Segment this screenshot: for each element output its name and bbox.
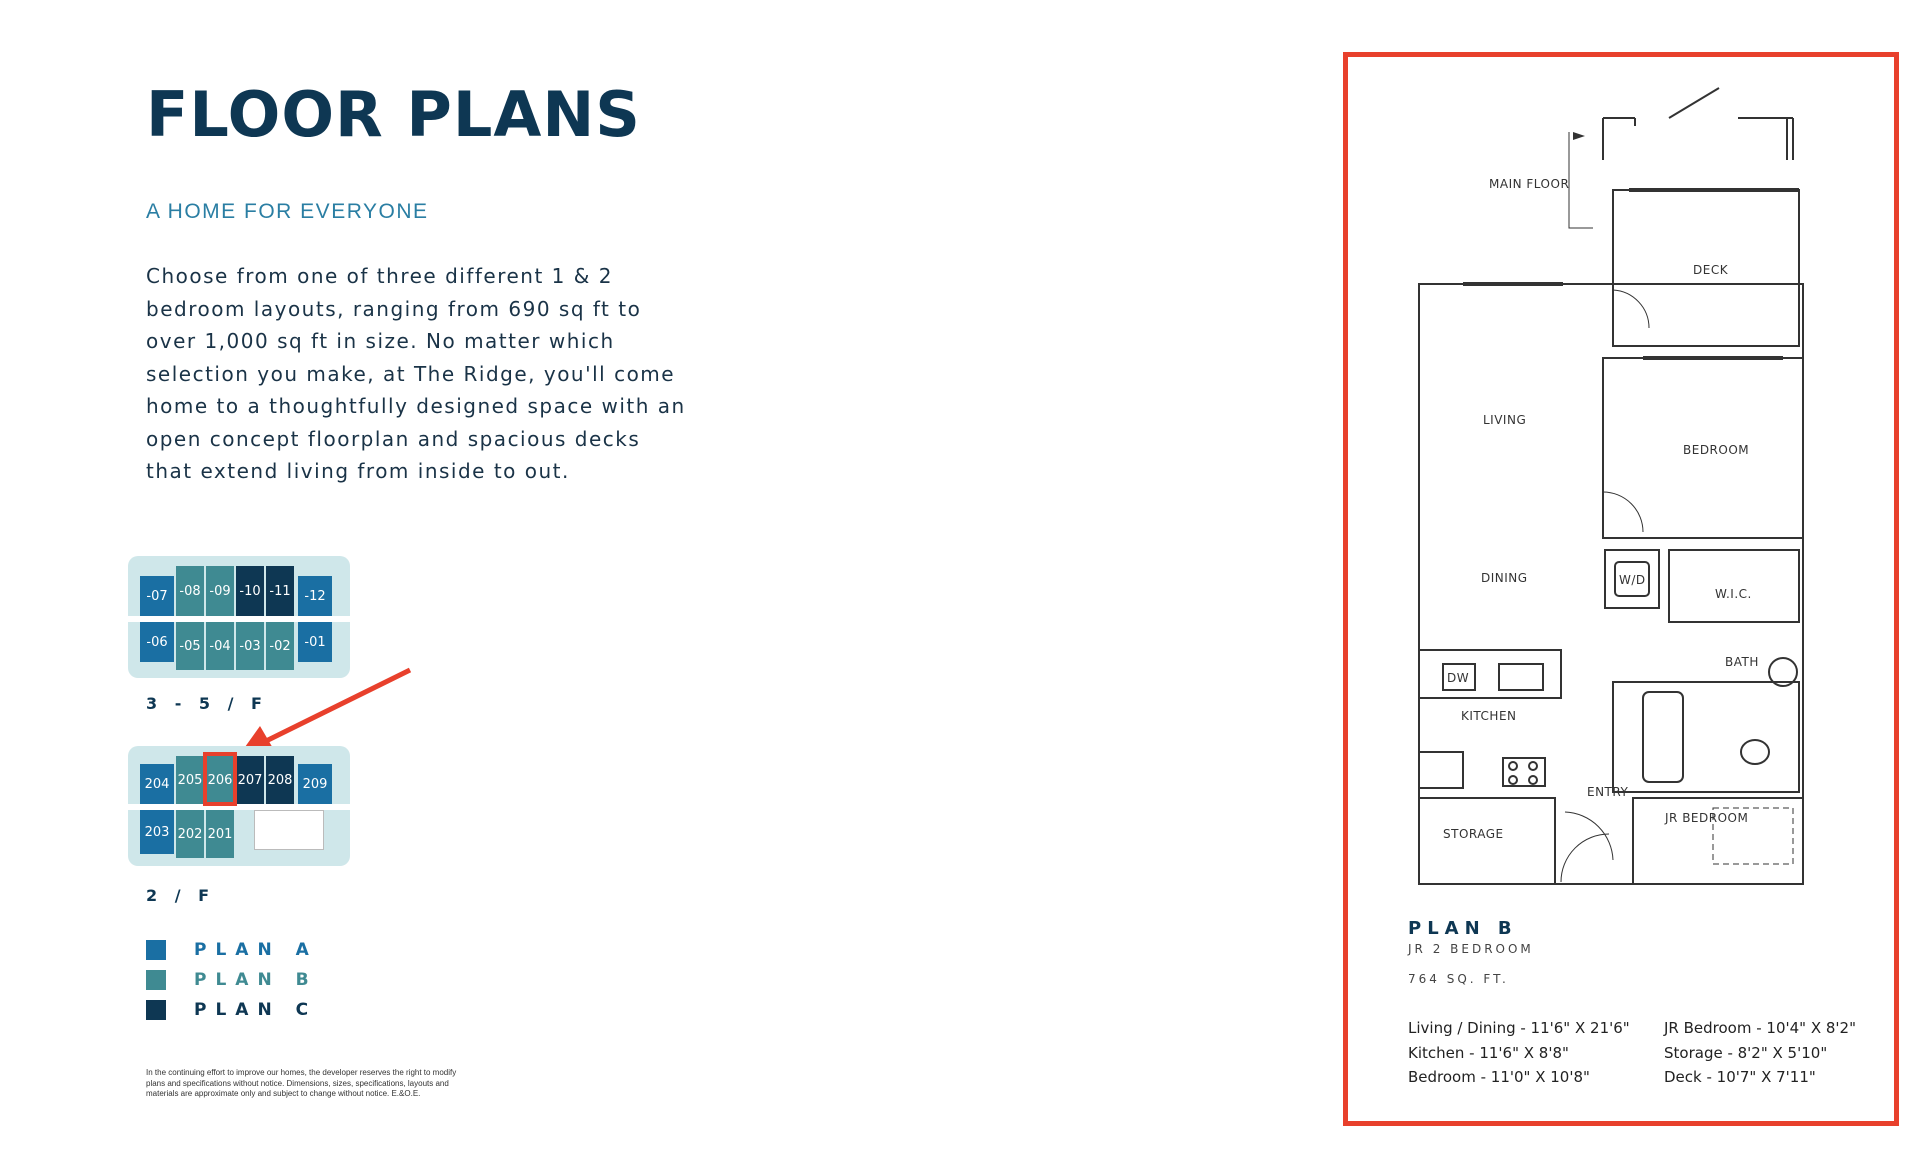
floorplan-drawing [1343,52,1899,902]
main-floor-arrow-icon [1573,132,1585,140]
keyplan-second-floor-label: 2 / F [146,886,216,905]
unit-upper-02[interactable]: -02 [266,622,294,670]
dim-deck: Deck - 10'7" X 7'11" [1664,1068,1816,1086]
unit-upper-08[interactable]: -08 [176,566,204,616]
page-title: FLOOR PLANS [146,78,641,151]
unit-upper-06[interactable]: -06 [140,622,174,662]
label-living: LIVING [1483,413,1527,427]
plan-name: PLAN B [1408,918,1518,939]
unit-201[interactable]: 201 [206,810,234,858]
keyplan-upper-floors [128,556,350,678]
legend-plan-c [146,1000,317,1020]
unit-208[interactable]: 208 [266,756,294,804]
disclaimer-text: In the continuing effort to improve our homes, the developer reserves the right to modify plans and specifications without notice. Dimensions, sizes, specifications, layouts and materials are approximate only and subject to change without notice. E.&O.E. [146,1068,457,1098]
dim-jr-bedroom: JR Bedroom - 10'4" X 8'2" [1664,1019,1856,1037]
unit-205[interactable]: 205 [176,756,204,804]
unit-206[interactable]: 206 [206,756,234,804]
plan-c-swatch [146,1000,166,1020]
keyplan-second-floor [128,746,350,866]
label-deck: DECK [1693,263,1729,277]
dimensions-left [1408,1016,1630,1090]
unit-202[interactable]: 202 [176,810,204,858]
amenity-room [254,810,324,850]
unit-upper-12[interactable]: -12 [298,576,332,616]
label-bedroom: BEDROOM [1683,443,1750,457]
label-bath: BATH [1725,655,1759,669]
unit-upper-07[interactable]: -07 [140,576,174,616]
unit-upper-11[interactable]: -11 [266,566,294,616]
unit-upper-04[interactable]: -04 [206,622,234,670]
label-storage: STORAGE [1443,827,1504,841]
unit-upper-03[interactable]: -03 [236,622,264,670]
intro-paragraph: Choose from one of three different 1 & 2 bedroom layouts, ranging from 690 sq ft to over 1,000 sq ft in size. No matter which selection you make, at The Ridge, you'll come home to a thoughtfully designed space with an open concept floorplan and spacious decks that extend living from inside to out. [146,264,686,483]
plan-b-swatch [146,970,166,990]
plan-a-swatch [146,940,166,960]
label-wic: W.I.C. [1715,587,1752,601]
unit-209[interactable]: 209 [298,764,332,804]
legend-plan-b [146,970,318,990]
unit-207[interactable]: 207 [236,756,264,804]
dim-bedroom: Bedroom - 11'0" X 10'8" [1408,1068,1590,1086]
unit-203[interactable]: 203 [140,810,174,854]
dim-storage: Storage - 8'2" X 5'10" [1664,1043,1828,1062]
plan-b-label: PLAN B [194,970,318,990]
label-dw: DW [1447,671,1470,685]
page-subtitle: A HOME FOR EVERYONE [146,200,429,223]
legend-plan-a [146,940,318,960]
plan-type: JR 2 BEDROOM [1408,942,1534,956]
unit-204[interactable]: 204 [140,764,174,804]
dim-living-dining: Living / Dining - 11'6" X 21'6" [1408,1019,1630,1037]
plan-area: 764 SQ. FT. [1408,972,1509,986]
dimensions-right [1664,1016,1856,1090]
plan-c-label: PLAN C [194,1000,318,1020]
label-wd: W/D [1619,573,1646,587]
label-dining: DINING [1481,571,1528,585]
keyplan-upper-label: 3 - 5 / F [146,694,268,713]
label-kitchen: KITCHEN [1461,709,1517,723]
plan-a-label: PLAN A [194,940,318,960]
unit-upper-09[interactable]: -09 [206,566,234,616]
label-main-floor: MAIN FLOOR [1489,177,1570,191]
unit-upper-01[interactable]: -01 [298,622,332,662]
selected-unit-highlight [203,752,237,806]
label-jr-bedroom: JR BEDROOM [1665,811,1749,825]
unit-upper-05[interactable]: -05 [176,622,204,670]
dim-kitchen: Kitchen - 11'6" X 8'8" [1408,1043,1569,1062]
label-entry: ENTRY [1587,785,1629,799]
unit-upper-10[interactable]: -10 [236,566,264,616]
